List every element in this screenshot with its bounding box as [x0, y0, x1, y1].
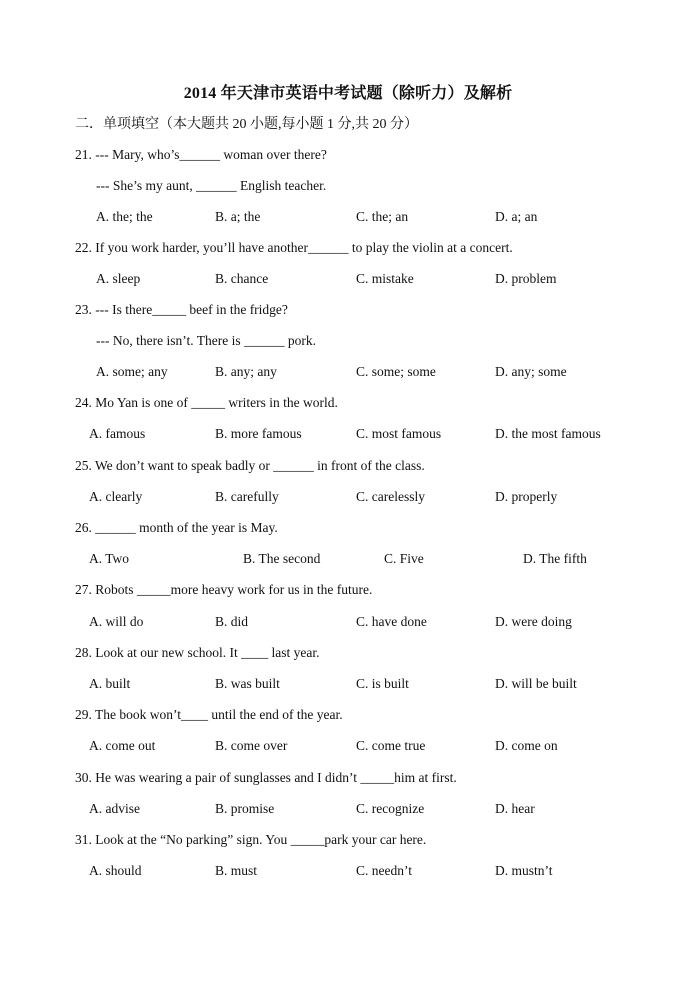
- question-text: 21. --- Mary, who’s______ woman over there?: [75, 147, 327, 162]
- option-d: D. will be built: [495, 676, 577, 691]
- question-text: 26. ______ month of the year is May.: [75, 520, 278, 535]
- question-text: 31. Look at the “No parking” sign. You _____park your car here.: [75, 832, 427, 847]
- option-b: B. must: [215, 863, 258, 878]
- option-a: A. clearly: [89, 489, 143, 504]
- option-a: A. sleep: [96, 271, 141, 286]
- option-a: A. come out: [89, 738, 156, 753]
- option-b: B. come over: [215, 738, 288, 753]
- option-d: D. mustn’t: [495, 863, 553, 878]
- option-d: D. come on: [495, 738, 558, 753]
- option-a: A. Two: [89, 551, 130, 566]
- option-c: C. have done: [356, 614, 427, 629]
- question-text: 30. He was wearing a pair of sunglasses and I didn’t _____him at first.: [75, 770, 457, 785]
- section-heading: 二．单项填空（本大题共 20 小题,每小题 1 分,共 20 分）: [75, 117, 418, 132]
- question-text: 27. Robots _____more heavy work for us in the future.: [75, 582, 373, 597]
- option-c: C. needn’t: [356, 863, 412, 878]
- option-d: D. properly: [495, 489, 558, 504]
- option-d: D. any; some: [495, 364, 567, 379]
- option-c: C. mistake: [356, 271, 414, 286]
- question-reply: --- No, there isn’t. There is ______ pork.: [96, 333, 316, 348]
- option-d: D. problem: [495, 271, 557, 286]
- option-c: C. most famous: [356, 426, 442, 441]
- option-b: B. more famous: [215, 426, 302, 441]
- option-d: D. a; an: [495, 209, 538, 224]
- option-b: B. carefully: [215, 489, 279, 504]
- page-title: 2014 年天津市英语中考试题（除听力）及解析: [183, 85, 513, 102]
- option-d: D. The fifth: [523, 551, 587, 566]
- option-c: C. recognize: [356, 801, 425, 816]
- question-text: 29. The book won’t____ until the end of the year.: [75, 707, 343, 722]
- option-a: A. famous: [89, 426, 146, 441]
- option-a: A. advise: [89, 801, 140, 816]
- option-c: C. is built: [356, 676, 409, 691]
- option-d: D. the most famous: [495, 426, 601, 441]
- option-b: B. a; the: [215, 209, 261, 224]
- option-a: A. should: [89, 863, 142, 878]
- question-text: 22. If you work harder, you’ll have another______ to play the violin at a concert.: [75, 240, 513, 255]
- option-c: C. some; some: [356, 364, 436, 379]
- option-c: C. Five: [384, 551, 424, 566]
- option-a: A. will do: [89, 614, 144, 629]
- option-d: D. were doing: [495, 614, 572, 629]
- option-c: C. carelessly: [356, 489, 425, 504]
- question-text: 23. --- Is there_____ beef in the fridge?: [75, 302, 288, 317]
- option-b: B. promise: [215, 801, 275, 816]
- option-b: B. chance: [215, 271, 269, 286]
- option-b: B. was built: [215, 676, 280, 691]
- option-a: A. the; the: [96, 209, 153, 224]
- option-b: B. any; any: [215, 364, 277, 379]
- question-text: 28. Look at our new school. It ____ last year.: [75, 645, 320, 660]
- option-a: A. some; any: [96, 364, 168, 379]
- option-b: B. did: [215, 614, 249, 629]
- option-b: B. The second: [243, 551, 321, 566]
- option-a: A. built: [89, 676, 131, 691]
- question-text: 24. Mo Yan is one of _____ writers in the world.: [75, 395, 338, 410]
- option-c: C. come true: [356, 738, 426, 753]
- option-d: D. hear: [495, 801, 535, 816]
- question-reply: --- She’s my aunt, ______ English teacher.: [96, 178, 327, 193]
- question-text: 25. We don’t want to speak badly or ______ in front of the class.: [75, 458, 425, 473]
- option-c: C. the; an: [356, 209, 409, 224]
